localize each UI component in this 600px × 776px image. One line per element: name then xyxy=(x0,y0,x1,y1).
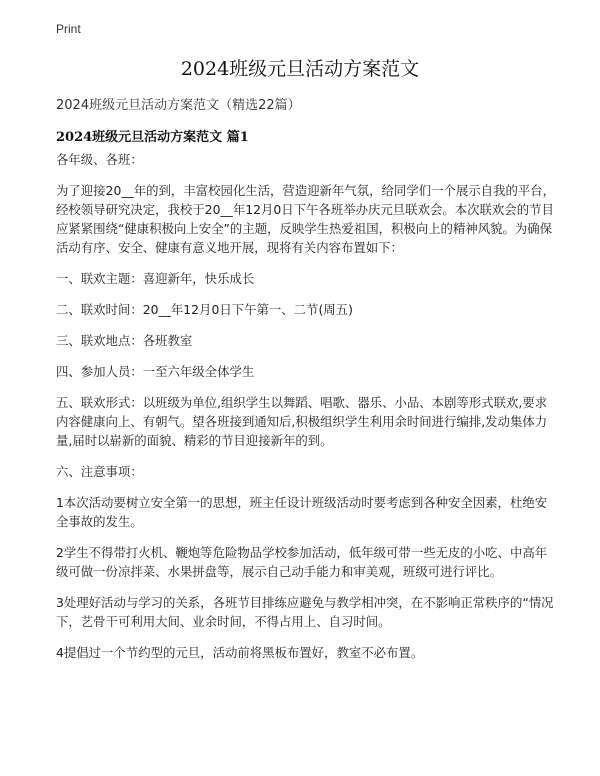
subtitle: 2024班级元旦活动方案范文（精选22篇） xyxy=(56,98,301,113)
page-title: 2024班级元旦活动方案范文 xyxy=(180,58,420,80)
item-location: 三、联欢地点：各班教室 xyxy=(56,333,193,348)
note-1: 1本次活动要树立安全第一的思想，班主任设计班级活动时要考虑到各种安全因素，杜绝安全事故的发生。 xyxy=(56,495,548,529)
note-3: 3处理好活动与学习的关系，各班节目排练应避免与教学相冲突，在不影响正常秩序的“情况下，艺骨干可利用大间、业余时间，不得占用上、自习时间。 xyxy=(56,595,554,629)
note-2: 2学生不得带打火机、鞭炮等危险物品学校参加活动，低年级可带一些无皮的小吃、中高年级可做一份凉拌菜、水果拼盘等，展示自己动手能力和审美观，班级可进行评比。 xyxy=(56,545,548,579)
item-theme: 一、联欢主题：喜迎新年，快乐成长 xyxy=(56,271,255,286)
intro-paragraph: 为了迎接20__年的到，丰富校园化生活，营造迎新年气氛，给同学们一个展示自我的平台，经校领导研究决定，我校于20__年12月0日下午各班举办庆元旦联欢会。本次联欢会的节目应紧紧围绕“健康积极向上安全”的主题，反映学生热爱祖国，积极向上的精神风貌。为确保活动有序、安全、健康有意义地开展，现将有关内容布置如下： xyxy=(56,183,556,255)
item-participants: 四、参加人员：一至六年级全体学生 xyxy=(56,364,255,379)
section-heading: 2024班级元旦活动方案范文 篇1 xyxy=(56,130,249,145)
print-link[interactable]: Print xyxy=(56,22,81,36)
greeting-paragraph: 各年级、各班： xyxy=(56,152,143,167)
article-body xyxy=(56,150,556,674)
item-format: 五、联欢形式：以班级为单位,组织学生以舞蹈、唱歌、器乐、小品、本剧等形式联欢,要求内容健康向上、有朝气。望各班接到通知后,积极组织学生利用余时间进行编排,发动集体力量,届时以崭新的面貌、精彩的节目迎接新年的到。 xyxy=(56,395,548,448)
item-time: 二、联欢时间：20__年12月0日下午第一、二节(周五) xyxy=(56,302,353,317)
note-4: 4提倡过一个节约型的元旦，活动前将黑板布置好，教室不必布置。 xyxy=(56,645,424,660)
item-notes-heading: 六、注意事项： xyxy=(56,464,143,479)
